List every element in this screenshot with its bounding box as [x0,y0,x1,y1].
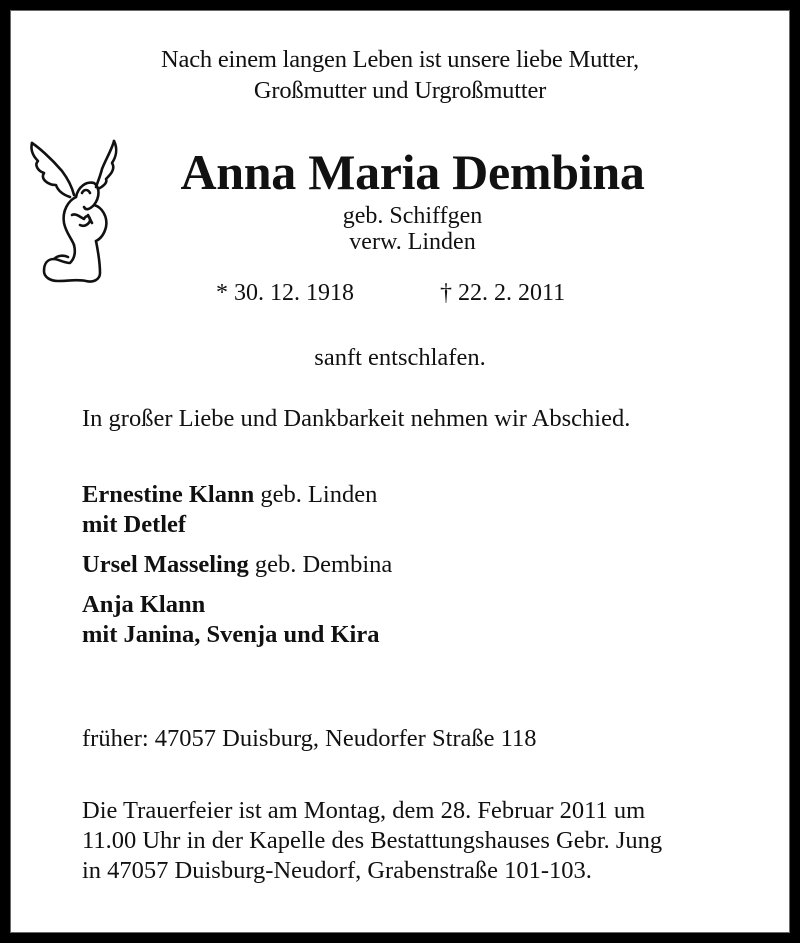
mourner-companion: mit Janina, Svenja und Kira [82,621,380,648]
angel-icon [28,135,128,285]
obituary-notice [10,10,790,933]
mourner-entry [82,550,392,580]
mourner-note: geb. Dembina [248,551,393,578]
death-date: † 22. 2. 2011 [440,280,566,306]
intro-line: Nach einem langen Leben ist unsere liebe Mutter, [161,46,639,73]
maiden-name: geb. Schiffgen [342,203,483,229]
mourner-entry [82,480,392,540]
mourner-name: Anja Klann [82,591,206,618]
mourner-name: Ernestine Klann [82,481,255,508]
service-line: Die Trauerfeier ist am Montag, dem 28. Februar 2011 um [82,797,646,824]
former-address: früher: 47057 Duisburg, Neudorfer Straße 118 [82,725,537,752]
deceased-name: Anna Maria Dembina [180,144,645,200]
passed-text: sanft entschlafen. [314,344,486,371]
mourner-entry [82,590,392,650]
mourners-list [82,480,392,650]
farewell-text: In großer Liebe und Dankbarkeit nehmen wir Abschied. [82,405,631,432]
birth-date: * 30. 12. 1918 [216,280,354,306]
intro-line: Großmutter und Urgroßmutter [253,77,547,104]
mourner-name: Ursel Masseling [82,551,249,578]
mourner-note: geb. Linden [254,481,378,508]
funeral-service-info [82,796,662,886]
mourner-companion: mit Detlef [82,511,187,538]
intro-text [10,44,790,106]
widowed-name: verw. Linden [349,229,476,255]
service-line: in 47057 Duisburg-Neudorf, Grabenstraße 101-103. [82,857,592,884]
service-line: 11.00 Uhr in der Kapelle des Bestattungshauses Gebr. Jung [82,827,663,854]
